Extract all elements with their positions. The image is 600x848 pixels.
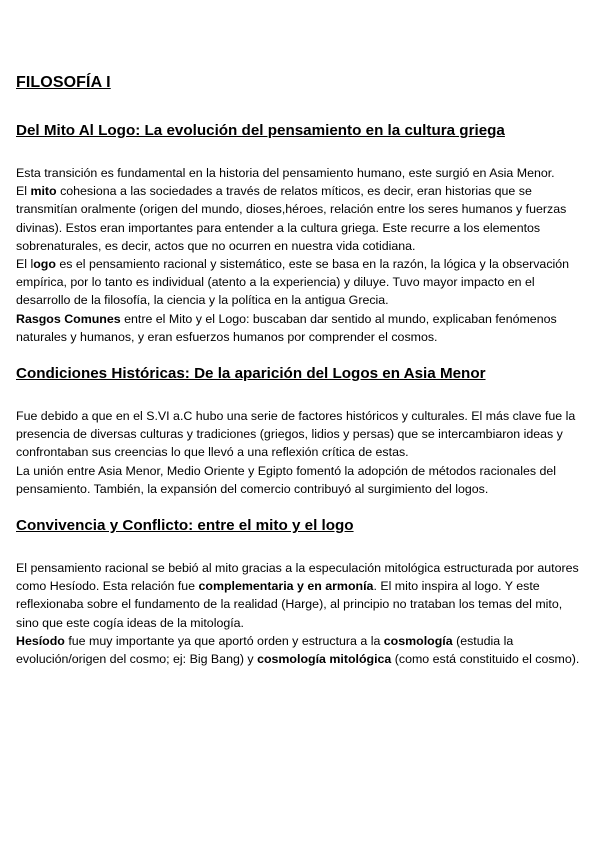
bold-term: cosmología <box>383 633 453 648</box>
paragraph-mito <box>16 182 584 255</box>
paragraph-text: El pensamiento racional se bebió al mito gracias a la especulación mitológica estructurada por autores como Hesíodo. Esta relación fue <box>16 561 579 594</box>
bold-term: cosmología mitológica <box>257 652 392 667</box>
bold-term: ogo <box>33 257 56 272</box>
paragraph-text: Fue debido a que en el S.VI a.C hubo una serie de factores históricos y culturales. El más clave fue la presencia de diversas culturas y tradiciones (griegos, lidios y persas) que se intercambiaron ideas y confrontaban sus creencias lo que llevó a una reflexión crítica de estas. <box>16 409 576 460</box>
section-heading-condiciones: Condiciones Históricas: De la aparición del Logos en Asia Menor <box>16 365 486 383</box>
paragraph <box>16 164 584 182</box>
paragraph <box>16 407 584 462</box>
paragraph-text: El l <box>16 257 34 272</box>
paragraph-text: El <box>16 184 31 199</box>
paragraph-text: cohesiona a las sociedades a través de relatos míticos, es decir, eran historias que se transmitían oralmente (origen del mundo, dioses,héroes, relación entre los seres humanos y fuerzas divinas). Estos eran importantes para entender a la cultura griega. Este recurre a los elementos sobrenaturales, es decir, actos que no ocurren en nuestra vida cotidiana. <box>16 184 567 253</box>
bold-term: mito <box>30 184 57 199</box>
paragraph-text: . El mito inspira al logo. Y este reflexionaba sobre el fundamento de la realidad (Harge), al principio no trataban los temas del mito, sino que este cogía ideas de la mitología. <box>16 579 563 630</box>
bold-term: Hesíodo <box>16 633 65 648</box>
paragraph-logo <box>16 255 584 310</box>
paragraph-text: (estudia la evolución/origen del cosmo; ej: Big Bang) y <box>16 633 514 667</box>
bold-term: complementaria y en armonía <box>198 579 374 594</box>
paragraph-text: fue muy importante ya que aportó orden y estructura a la <box>64 633 384 648</box>
document-title: FILOSOFÍA I <box>16 74 111 91</box>
section-spacer <box>16 346 584 365</box>
paragraph <box>16 559 584 632</box>
paragraph-text: entre el Mito y el Logo: buscaban dar sentido al mundo, explicaban fenómenos naturales y humanos, y eran esfuerzos humanos por comprender el cosmos. <box>16 311 557 344</box>
paragraph-rasgos <box>16 310 584 346</box>
paragraph-text: es el pensamiento racional y sistemático, este se basa en la razón, la lógica y la observación empírica, por lo tanto es individual (atento a la experiencia) y diluye. Tuvo mayor impacto en el desarrollo de la filosofía, la ciencia y la política en la antigua Grecia. <box>16 257 570 308</box>
section-spacer <box>16 498 584 517</box>
section-heading-mito-logo: Del Mito Al Logo: La evolución del pensamiento en la cultura griega <box>16 122 505 139</box>
bold-term: Rasgos Comunes <box>16 311 121 326</box>
paragraph-text: La unión entre Asia Menor, Medio Oriente y Egipto fomentó la adopción de métodos racionales del pensamiento. También, la expansión del comercio contribuyó al surgimiento del logos. <box>16 463 557 496</box>
section-heading-convivencia: Convivencia y Conflicto: entre el mito y el logo <box>16 517 354 535</box>
paragraph <box>16 462 584 498</box>
paragraph-text: Esta transición es fundamental en la historia del pensamiento humano, este surgió en Asia Menor. <box>16 166 555 180</box>
paragraph-hesiodo <box>16 632 584 668</box>
paragraph-text: (como está constituido el cosmo). <box>391 652 580 667</box>
